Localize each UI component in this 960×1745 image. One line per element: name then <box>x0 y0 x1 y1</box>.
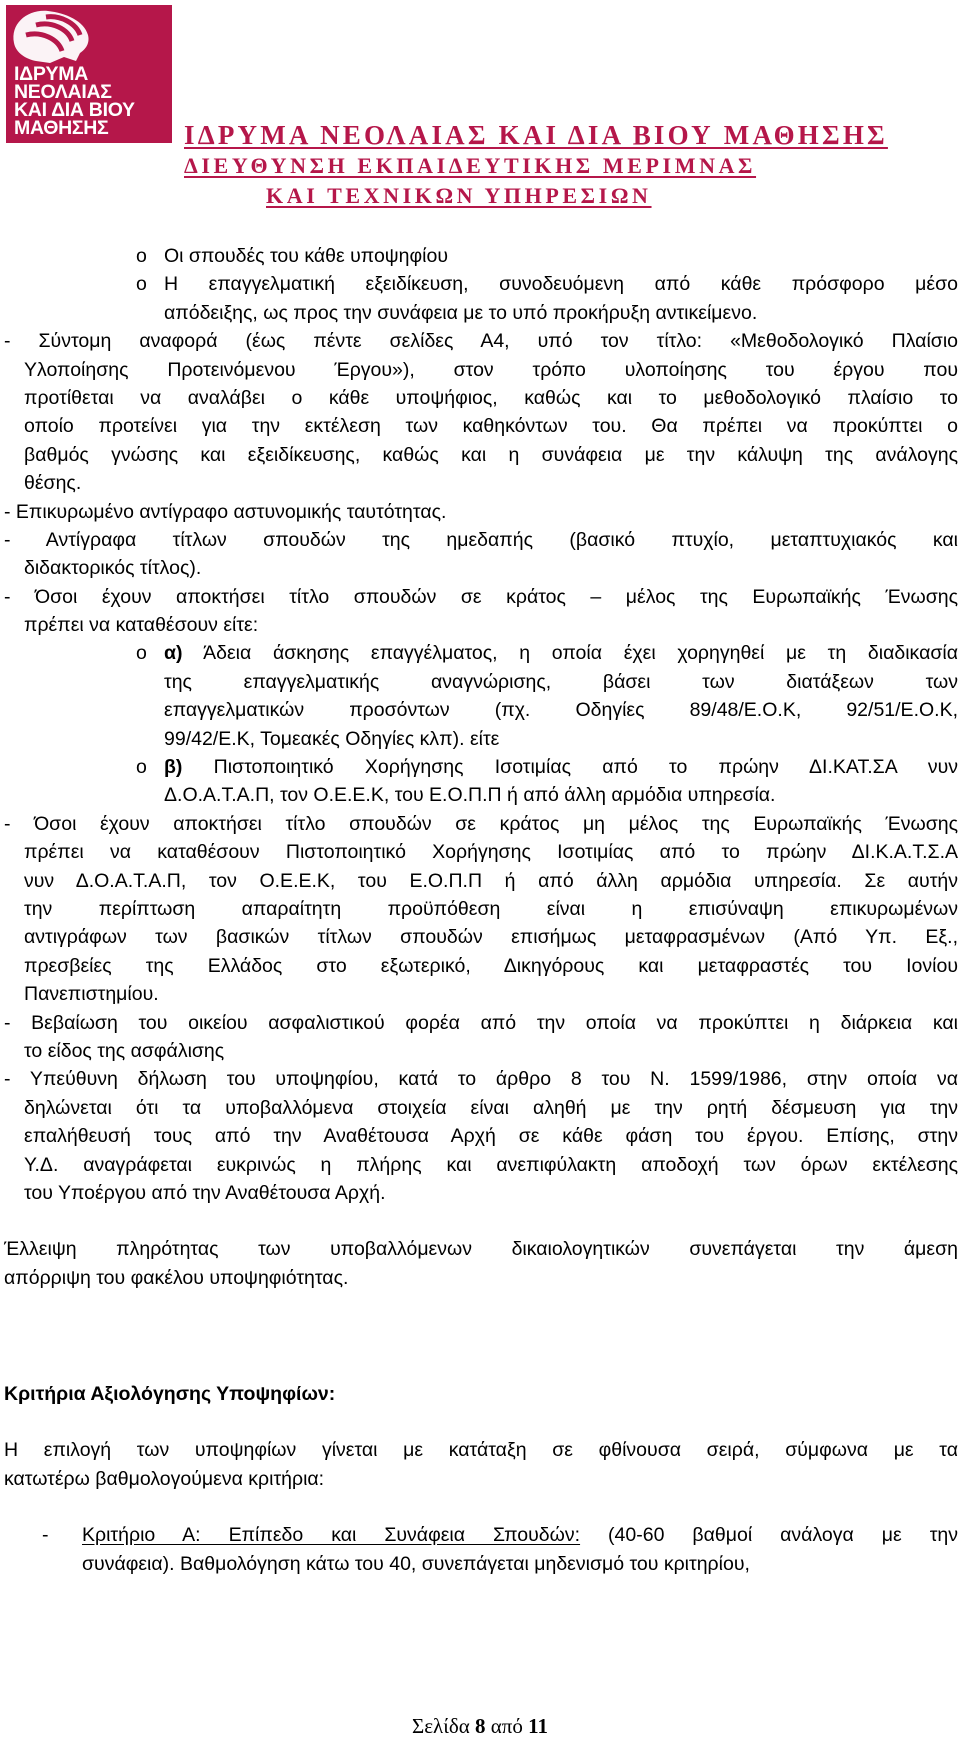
requirement-eu-line: πρέπει να καταθέσουν είτε: <box>24 614 259 637</box>
sub-bullet-text: Οι σπουδές του κάθε υποψηφίου <box>164 245 449 267</box>
requirement-summary-line: οποίο προτείνει για την εκτέλεση των καθηκόντων του. Θα πρέπει να προκύπτει ο <box>24 415 958 438</box>
requirement-declaration-line: Υ.Δ. αναγράφεται ευκρινώς η πλήρης και ανεπιφύλακτη αποδοχή των όρων εκτέλεσης <box>24 1153 958 1176</box>
criteria-heading: Κριτήρια Αξιολόγησης Υποψηφίων: <box>4 1383 336 1406</box>
requirement-non-eu-line: - Όσοι έχουν αποκτήσει τίτλο σπουδών σε κράτος μη μέλος της Ευρωπαϊκής Ένωσης <box>4 812 958 835</box>
requirement-declaration-line: δηλώνεται ότι τα υποβαλλόμενα στοιχεία είναι αληθή με την ρητή δέσμευση για την <box>24 1096 958 1119</box>
logo-line: ΙΔΡΥΜΑ <box>14 63 88 85</box>
foundation-logo <box>6 5 172 143</box>
eu-option-b-text: Δ.Ο.Α.Τ.Α.Π, τον Ο.Ε.Ε.Κ, του Ε.Ο.Π.Π ή από άλλη αρμόδια υπηρεσία. <box>164 784 776 807</box>
logo-line: ΚΑΙ ΔΙΑ ΒΙΟΥ <box>14 99 135 121</box>
eu-option-a-text: 99/42/Ε.Κ, Τομεακές Οδηγίες κλπ). είτε <box>164 727 500 750</box>
logo-text <box>14 65 170 137</box>
bullet-marker: o <box>136 756 147 779</box>
criterion-a-text: συνάφεια). Βαθμολόγηση κάτω του 40, συνεπάγεται μηδενισμό του κριτηρίου, <box>82 1552 750 1575</box>
bullet-marker: o <box>136 642 147 665</box>
requirement-summary-line: βαθμός γνώσης και εξειδίκευσης, καθώς και η συνάφεια με την κάλυψη της ανάλογης <box>24 443 958 466</box>
incomplete-note-line: Έλλειψη πληρότητας των υποβαλλόμενων δικαιολογητικών συνεπάγεται την άμεση <box>4 1238 958 1261</box>
option-label: α) <box>164 642 183 665</box>
logo-line: ΜΑΘΗΣΗΣ <box>14 117 109 139</box>
page-label: Σελίδα <box>412 1714 470 1738</box>
requirement-declaration-line: - Υπεύθυνη δήλωση του υποψηφίου, κατά το άρθρο 8 του Ν. 1599/1986, στην οποία να <box>4 1068 958 1091</box>
requirement-summary-line: - Σύντομη αναφορά (έως πέντε σελίδες Α4, υπό τον τίτλο: «Μεθοδολογικό Πλαίσιο <box>4 330 958 353</box>
logo-line: ΝΕΟΛΑΙΑΣ <box>14 81 112 103</box>
requirement-degrees-line: διδακτορικός τίτλος). <box>24 557 202 580</box>
requirement-summary-line: προτίθεται να αναλάβει ο κάθε υποψήφιος, καθώς και το μεθοδολογικό πλαίσιο το <box>24 386 958 409</box>
option-label: β) <box>164 756 183 779</box>
eu-option-b-text: Πιστοποιητικό Χορήγησης Ισοτιμίας από το πρώην ΔΙ.ΚΑΤ.ΣΑ νυν <box>182 756 958 779</box>
directorate-name-continued: ΚΑΙ ΤΕΧΝΙΚΩΝ ΥΠΗΡΕΣΙΩΝ <box>266 183 652 208</box>
requirement-non-eu-line: πρέπει να καταθέσουν Πιστοποιητικό Χορήγησης Ισοτιμίας από το πρώην ΔΙ.Κ.Α.Τ.Σ.Α <box>24 841 958 864</box>
sub-bullet-item <box>0 270 960 298</box>
requirement-id-copy: - Επικυρωμένο αντίγραφο αστυνομικής ταυτότητας. <box>4 500 447 523</box>
requirement-eu-line: - Όσοι έχουν αποκτήσει τίτλο σπουδών σε κράτος – μέλος της Ευρωπαϊκής Ένωσης <box>4 585 958 608</box>
requirement-non-eu-line: αντιγράφων των βασικών τίτλων σπουδών επισήμως μεταφρασμένων (Από Υπ. Εξ., <box>24 926 958 949</box>
page-footer <box>0 1714 960 1739</box>
directorate-name: ΔΙΕΥΘΥΝΣΗ ΕΚΠΑΙΔΕΥΤΙΚΗΣ ΜΕΡΙΜΝΑΣ <box>184 153 757 178</box>
criterion-a-text: (40-60 βαθμοί ανάλογα με την <box>580 1524 958 1547</box>
requirement-declaration-line: του Υποέργου από την Αναθέτουσα Αρχή. <box>24 1181 386 1204</box>
requirement-summary-line: θέσης. <box>24 472 82 495</box>
requirement-non-eu-line: Πανεπιστημίου. <box>24 983 159 1006</box>
requirement-non-eu-line: πρεσβείες της Ελλάδος στο εξωτερικό, Δικηγόρους και μεταφραστές του Ιονίου <box>24 954 958 977</box>
organization-name: ΙΔΡΥΜΑ ΝΕΟΛΑΙΑΣ ΚΑΙ ΔΙΑ ΒΙΟΥ ΜΑΘΗΣΗΣ <box>184 120 888 150</box>
incomplete-note-line: απόρριψη του φακέλου υποψηφιότητας. <box>4 1266 349 1289</box>
sub-bullet-continuation <box>0 299 960 327</box>
current-page-number: 8 <box>475 1714 486 1738</box>
requirement-non-eu-line: την περίπτωση απαραίτητη προϋπόθεση είναι η επισύναψη επικυρωμένων <box>24 897 958 920</box>
criteria-intro-line: Η επιλογή των υποψηφίων γίνεται με κατάταξη σε φθίνουσα σειρά, σύμφωνα με τα <box>4 1439 958 1462</box>
criterion-a-title: Κριτήριο Α: Επίπεδο και Συνάφεια Σπουδών: <box>82 1524 581 1547</box>
document-body <box>0 242 960 1578</box>
criterion-a <box>0 1521 960 1549</box>
bullet-marker: o <box>136 245 147 267</box>
requirement-non-eu-line: νυν Δ.Ο.Α.Τ.Α.Π, τον Ο.Ε.Ε.Κ, του Ε.Ο.Π.Π ή από άλλη αρμόδια υπηρεσία. Σε αυτήν <box>24 869 958 892</box>
eu-option-a-text: επαγγελματικών προσόντων (πχ. Οδηγίες 89/48/Ε.Ο.Κ, 92/51/Ε.Ο.Κ, <box>164 699 958 722</box>
requirement-degrees-line: - Αντίγραφα τίτλων σπουδών της ημεδαπής (βασικό πτυχίο, μεταπτυχιακός και <box>4 528 958 551</box>
bullet-marker: o <box>136 273 147 296</box>
sub-bullet-text: απόδειξης, ως προς την συνάφεια με το υπό προκήρυξη αντικείμενο. <box>164 301 758 324</box>
dash-marker: - <box>42 1524 49 1547</box>
requirement-summary-line: Υλοποίησης Προτεινόμενου Έργου»), στον τρόπο υλοποίησης του έργου που <box>24 358 958 381</box>
eu-option-a-text: της επαγγελματικής αναγνώρισης, βάσει των διατάξεων των <box>164 670 958 693</box>
sub-bullet-item <box>0 242 960 270</box>
criteria-intro-line: κατωτέρω βαθμολογούμενα κριτήρια: <box>4 1467 325 1490</box>
eu-option-b <box>0 753 960 781</box>
requirement-insurance-line: - Βεβαίωση του οικείου ασφαλιστικού φορέα από την οποία να προκύπτει η διάρκεια και <box>4 1011 958 1034</box>
sub-bullet-text: Η επαγγελματική εξειδίκευση, συνοδευόμενη από κάθε πρόσφορο μέσο <box>164 273 958 296</box>
eu-option-a <box>0 639 960 667</box>
requirement-insurance-line: το είδος της ασφάλισης <box>24 1039 225 1062</box>
page-of-label: από <box>490 1714 523 1738</box>
eu-option-a-text: Άδεια άσκησης επαγγέλματος, η οποία έχει χορηγηθεί με τη διαδικασία <box>182 642 958 665</box>
total-pages-number: 11 <box>528 1714 548 1738</box>
organization-header <box>184 119 944 208</box>
requirement-declaration-line: επαλήθευσή τους από την Αναθέτουσα Αρχή σε κάθε φάση του έργου. Επίσης, στην <box>24 1125 958 1148</box>
